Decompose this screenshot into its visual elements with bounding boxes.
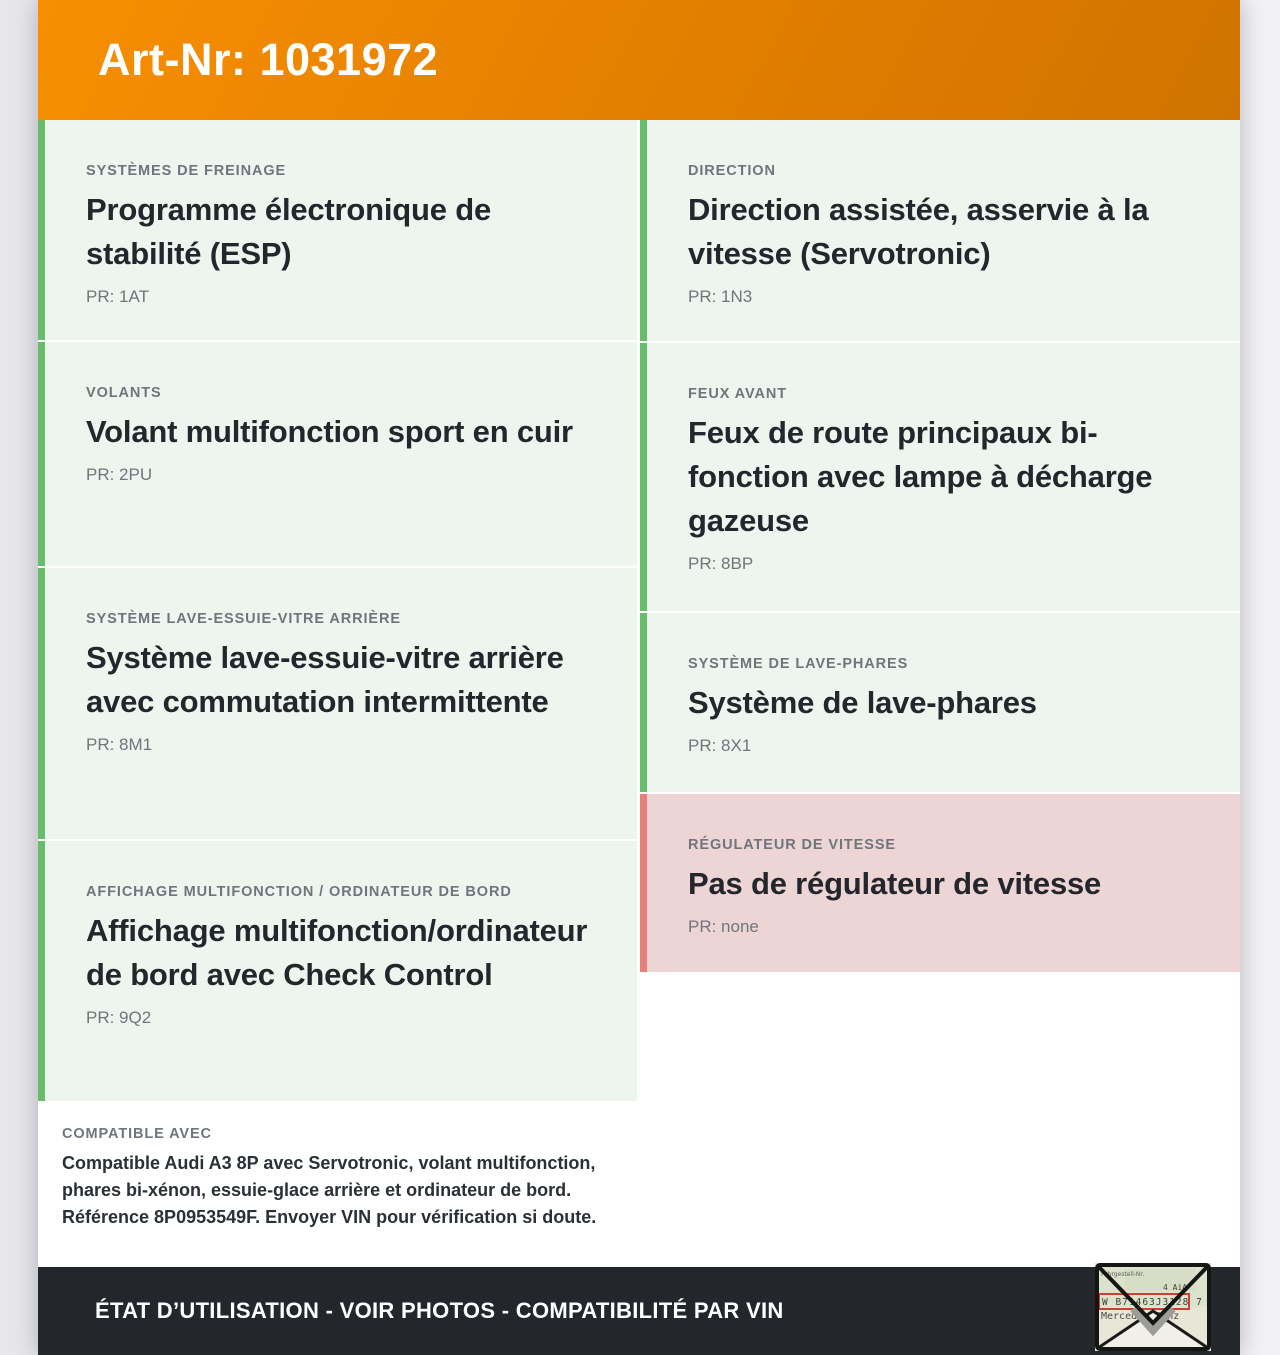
feature-pr-code: PR: 2PU	[86, 465, 153, 484]
feature-grid	[38, 120, 1240, 1267]
feature-title: Pas de régulateur de vitesse	[688, 866, 1102, 901]
feature-pr-code: PR: none	[688, 917, 759, 936]
feature-title: Direction assistée, asservie à la vitesse (Servotronic)	[688, 192, 1149, 271]
feature-pr-code: PR: 8BP	[688, 554, 754, 573]
footer-bar	[38, 1267, 1240, 1355]
feature-card-headlight-washer	[640, 613, 1240, 792]
envelope-over-registration-icon	[1095, 1263, 1211, 1351]
stamp-brand-text: Mercedes-Benz	[1101, 1311, 1180, 1322]
feature-pr-code: PR: 1N3	[688, 287, 753, 306]
feature-title: Système lave-essuie-vitre arrière avec commutation intermittente	[86, 640, 564, 719]
feature-card-brakes	[38, 120, 637, 340]
feature-pr-code: PR: 8M1	[86, 735, 153, 754]
feature-pr-code: PR: 9Q2	[86, 1008, 152, 1027]
listing-sheet	[38, 0, 1240, 1355]
compatibility-card	[38, 1103, 637, 1267]
feature-category: FEUX AVANT	[688, 386, 787, 402]
compatibility-category: COMPATIBLE AVEC	[62, 1126, 212, 1142]
feature-title: Programme électronique de stabilité (ESP)	[86, 192, 492, 271]
feature-category: SYSTÈMES DE FREINAGE	[86, 163, 287, 179]
feature-category: SYSTÈME LAVE-ESSUIE-VITRE ARRIÈRE	[86, 611, 401, 627]
feature-category: VOLANTS	[86, 385, 162, 401]
vin-envelope-stamp	[1095, 1263, 1211, 1351]
feature-category: RÉGULATEUR DE VITESSE	[688, 837, 896, 853]
feature-pr-code: PR: 1AT	[86, 287, 149, 306]
feature-card-headlights	[640, 343, 1240, 611]
footer-text: ÉTAT D’UTILISATION - VOIR PHOTOS - COMPATIBILITÉ PAR VIN	[95, 1298, 784, 1323]
feature-category: AFFICHAGE MULTIFONCTION / ORDINATEUR DE BORD	[86, 884, 512, 900]
stamp-doc-code: 4 AiA	[1163, 1283, 1188, 1292]
feature-card-multifunction-display	[38, 841, 637, 1101]
feature-column-right	[640, 120, 1240, 1267]
feature-card-cruise-control	[640, 794, 1240, 972]
feature-title: Feux de route principaux bi-fonction avec lampe à décharge gazeuse	[688, 415, 1153, 538]
feature-card-direction	[640, 120, 1240, 341]
feature-card-rear-wiper	[38, 568, 637, 839]
compatibility-text: Compatible Audi A3 8P avec Servotronic, volant multifonction, phares bi-xénon, essuie-glace arrière et ordinateur de bord. Référence 8P0953549F. Envoyer VIN pour vérification si doute.	[62, 1153, 597, 1227]
feature-column-left	[38, 120, 637, 1267]
feature-pr-code: PR: 8X1	[688, 736, 752, 755]
feature-category: SYSTÈME DE LAVE-PHARES	[688, 656, 909, 672]
feature-card-steering-wheel	[38, 342, 637, 566]
stamp-doc-label: Fahrgestell-Nr.	[1101, 1271, 1145, 1278]
feature-title: Système de lave-phares	[688, 685, 1037, 720]
stamp-vin-text: W B71463J3128 7	[1102, 1297, 1203, 1308]
feature-title: Affichage multifonction/ordinateur de bord avec Check Control	[86, 913, 588, 992]
feature-title: Volant multifonction sport en cuir	[86, 414, 573, 449]
feature-category: DIRECTION	[688, 163, 776, 179]
header	[38, 0, 1240, 120]
article-number-title: Art-Nr: 1031972	[98, 34, 439, 85]
